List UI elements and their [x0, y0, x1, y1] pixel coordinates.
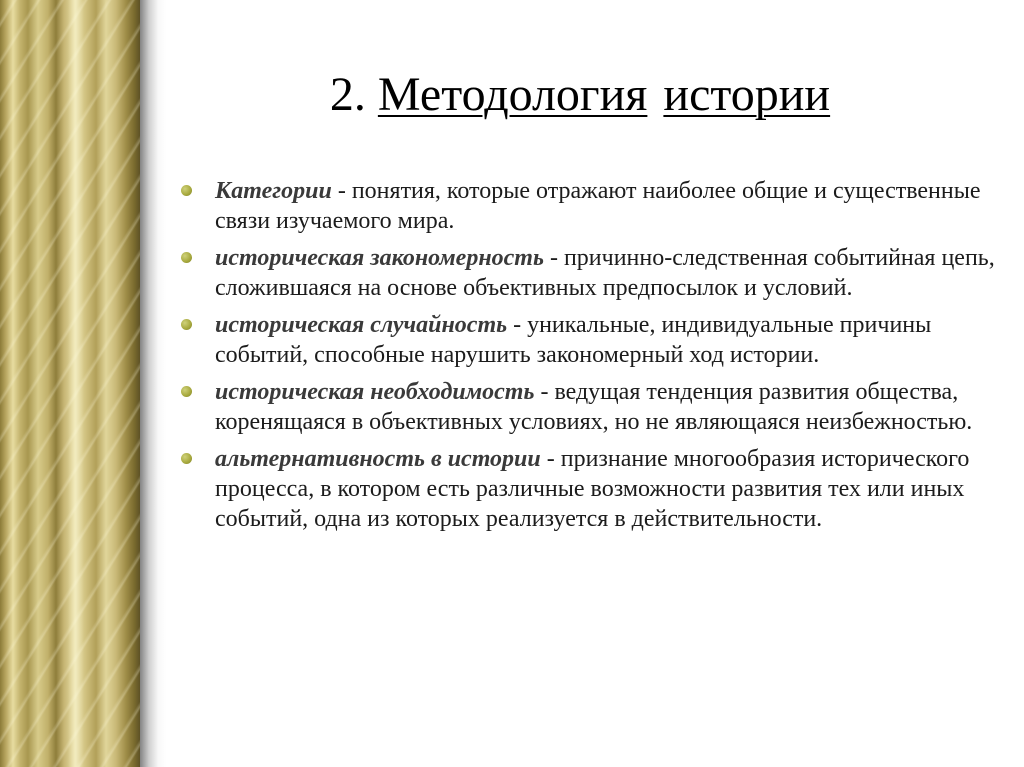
bullet-term: альтернативность в истории — [215, 446, 541, 472]
bullet-item — [178, 444, 998, 534]
bullet-term: историческая необходимость — [215, 379, 535, 405]
bullet-definition: - понятия, которые отражают наиболее общие и существенные связи изучаемого мира. — [215, 178, 981, 234]
bullet-term: Категории — [215, 178, 332, 204]
bullet-list — [178, 176, 998, 541]
bullet-definition: - ведущая тенденция развития общества, коренящаяся в объективных условиях, но не являющаяся неизбежностью. — [215, 379, 973, 435]
bullet-definition: - причинно-следственная событийная цепь, сложившаяся на основе объективных предпосылок и условий. — [215, 245, 995, 301]
bullet-item — [178, 377, 998, 437]
bullet-term: историческая случайность — [215, 312, 508, 338]
title-word-1: Методология — [377, 68, 648, 121]
column-highlight — [68, 0, 84, 767]
column-shadow — [140, 0, 166, 767]
bullet-dot-icon — [181, 386, 192, 397]
bullet-dot-icon — [181, 319, 192, 330]
bullet-item — [178, 176, 998, 236]
title-number: 2. — [329, 68, 366, 121]
slide-title — [170, 60, 990, 130]
bullet-term: историческая закономерность — [215, 245, 544, 271]
bullet-dot-icon — [181, 252, 192, 263]
bullet-definition: - признание многообразия исторического процесса, в котором есть различные возможности развития тех или иных событий, одна из которых реализуется в действительности. — [215, 446, 970, 532]
bullet-dot-icon — [181, 185, 192, 196]
bullet-item — [178, 310, 998, 370]
title-word-2: истории — [663, 68, 831, 121]
bullet-definition: - уникальные, индивидуальные причины событий, способные нарушить закономерный ход истории. — [215, 312, 932, 368]
bullet-item — [178, 243, 998, 303]
bullet-dot-icon — [181, 453, 192, 464]
